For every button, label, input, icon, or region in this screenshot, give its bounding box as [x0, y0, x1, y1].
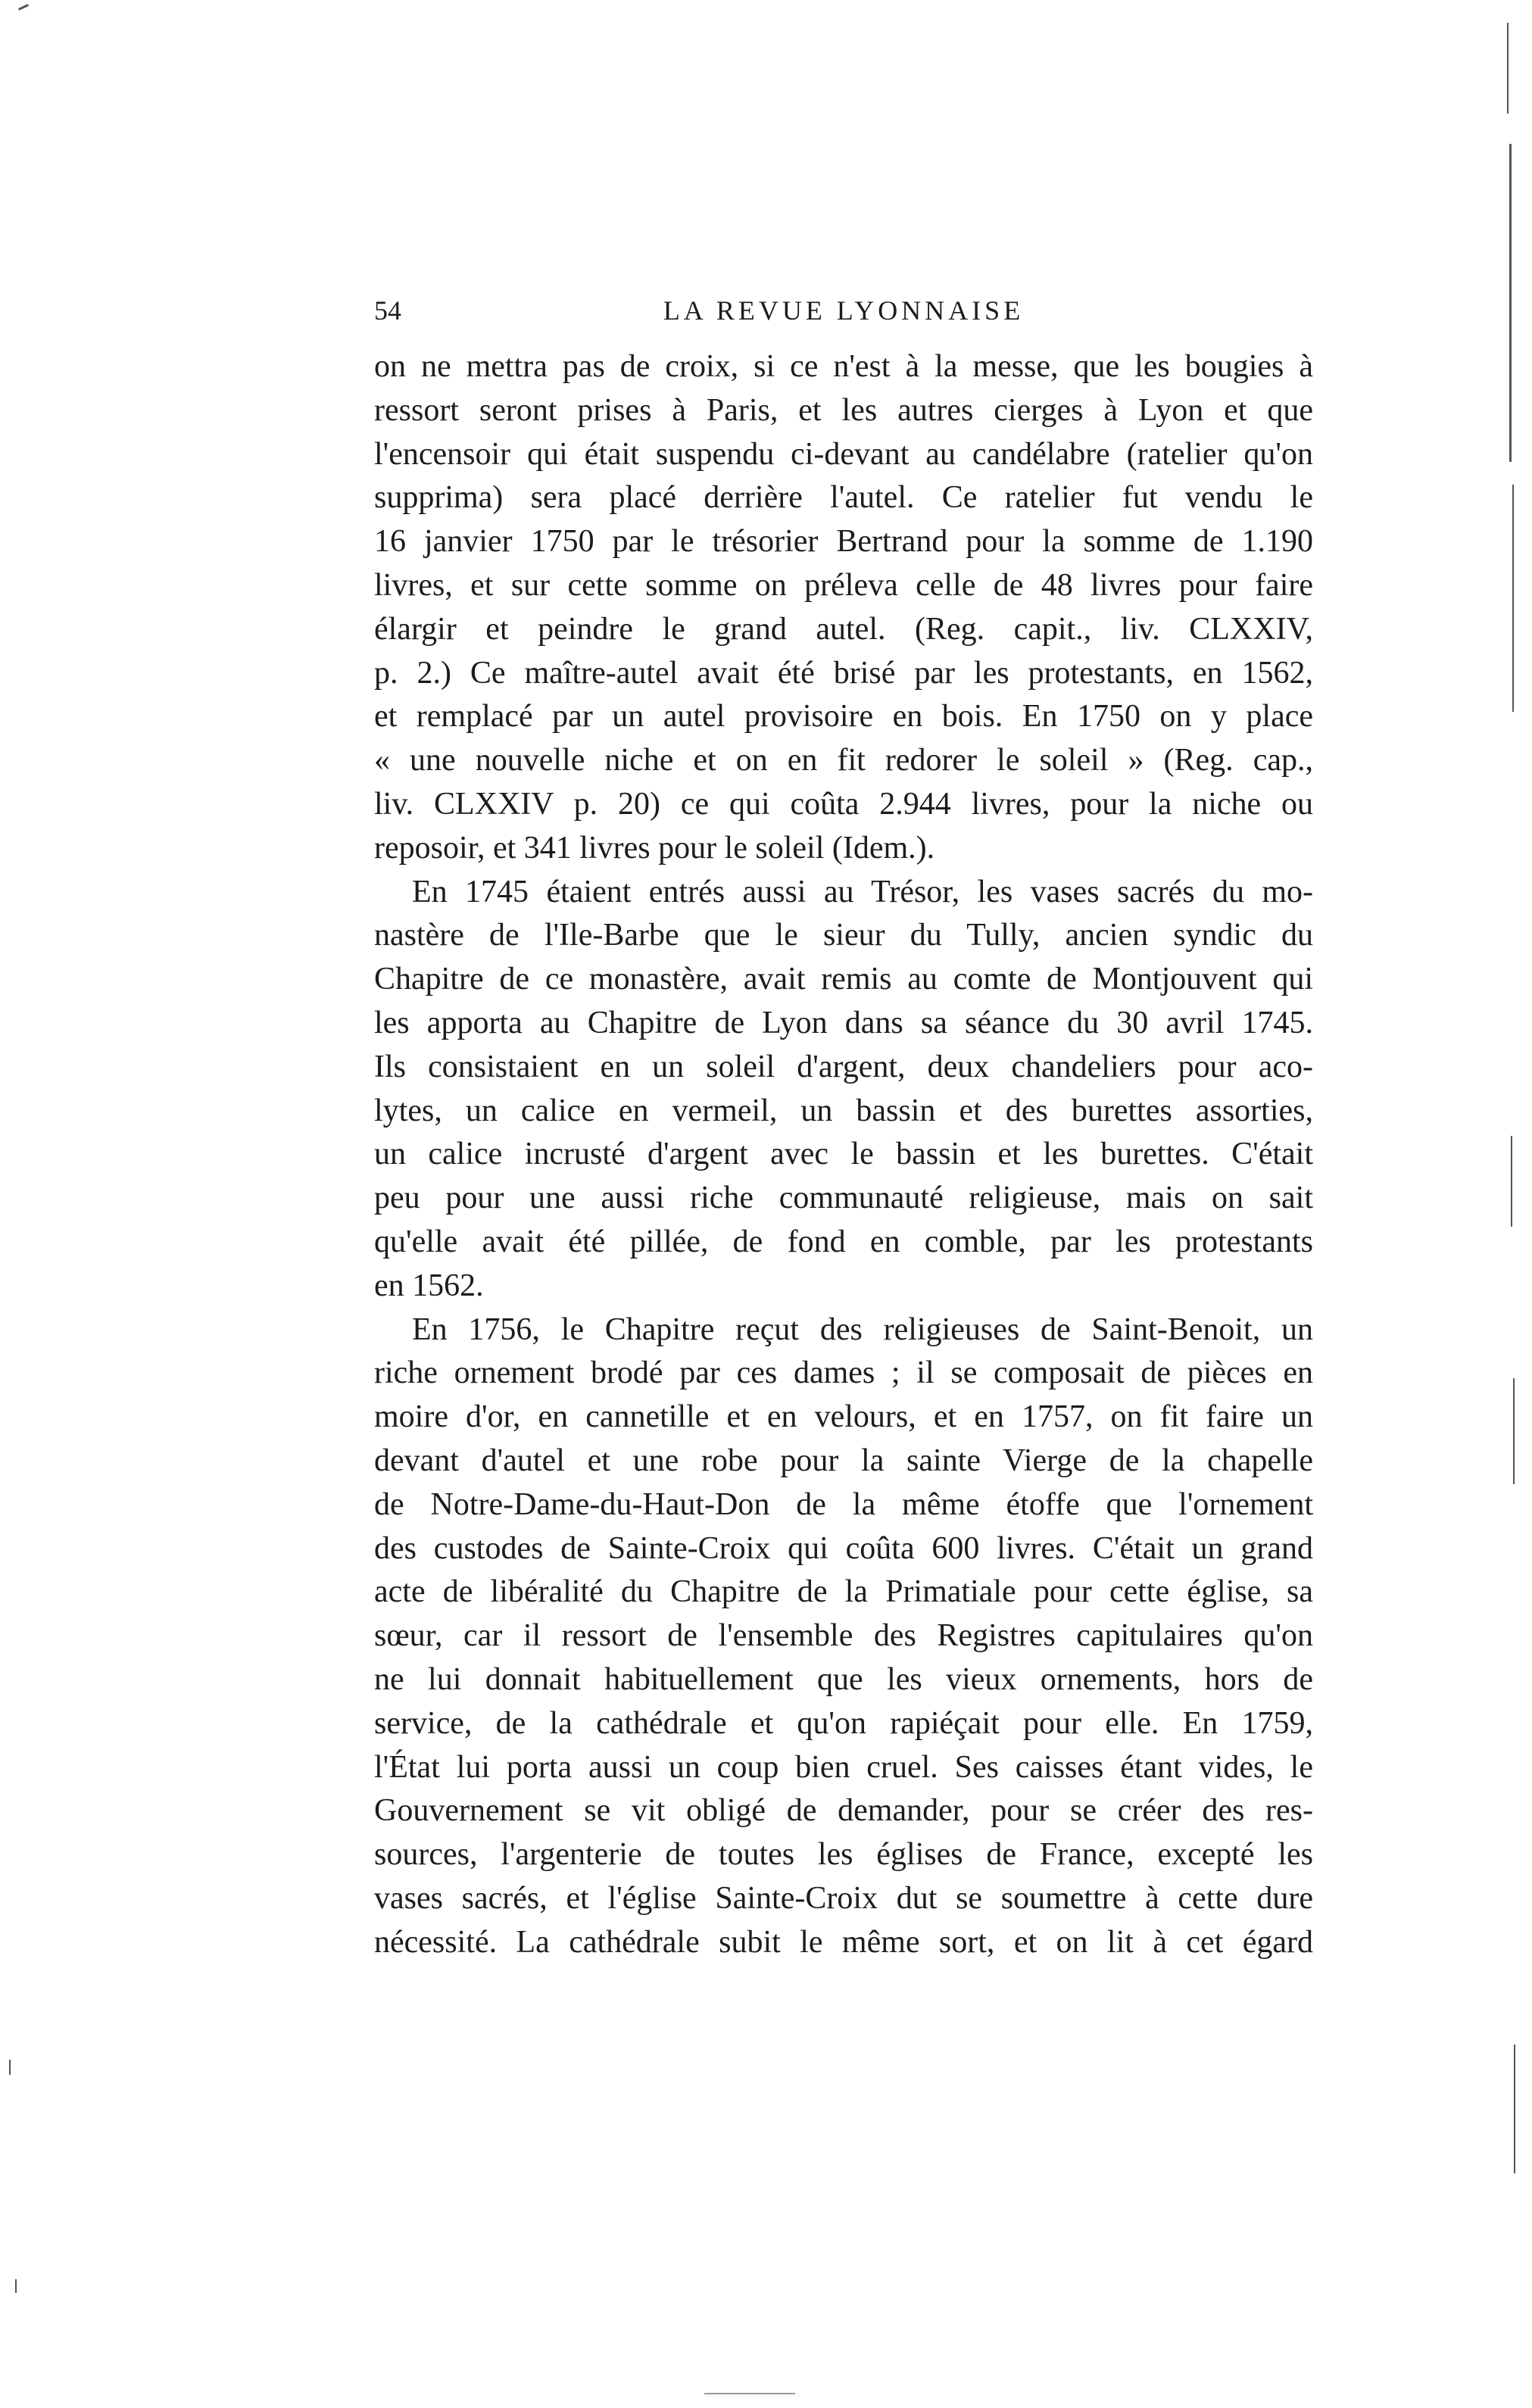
- text-line: qu'elle avait été pillée, de fond en comble, par les protestants: [374, 1224, 1313, 1259]
- scan-edge-mark: [1514, 2045, 1515, 2173]
- text-line: élargir et peindre le grand autel. (Reg. capit., liv. CLXXIV,: [374, 611, 1313, 647]
- text-line: un calice incrusté d'argent avec le bassin et les burettes. C'était: [374, 1137, 1313, 1172]
- text-line: En 1756, le Chapitre reçut des religieuses de Saint-Benoit, un: [412, 1312, 1313, 1347]
- scan-edge-mark: [1513, 1378, 1515, 1484]
- text-line: on ne mettra pas de croix, si ce n'est à la messe, que les bougies à: [374, 349, 1313, 384]
- text-line: et remplacé par un autel provisoire en bois. En 1750 on y place: [374, 699, 1313, 735]
- text-line: l'encensoir qui était suspendu ci-devant au candélabre (ratelier qu'on: [374, 436, 1313, 472]
- page-header: [374, 288, 1313, 333]
- page-number: 54: [374, 295, 401, 326]
- text-line: En 1745 étaient entrés aussi au Trésor, les vases sacrés du mo-: [412, 874, 1313, 909]
- scan-edge-mark: [15, 2279, 17, 2293]
- text-line: en 1562.: [374, 1268, 484, 1303]
- scan-edge-mark: [1507, 23, 1509, 114]
- scan-edge-mark: [1509, 144, 1512, 462]
- text-line: vases sacrés, et l'église Sainte-Croix dut se soumettre à cette dure: [374, 1880, 1313, 1916]
- scan-edge-mark: [704, 2393, 795, 2394]
- text-line: Ils consistaient en un soleil d'argent, deux chandeliers pour aco-: [374, 1049, 1313, 1084]
- paragraph-1: [374, 345, 1313, 827]
- text-line: 16 janvier 1750 par le trésorier Bertrand pour la somme de 1.190: [374, 524, 1313, 560]
- paragraph-3: [374, 1308, 1313, 1965]
- text-line: lytes, un calice en vermeil, un bassin et des burettes assorties,: [374, 1093, 1313, 1128]
- scan-edge-mark: [1512, 485, 1514, 712]
- text-line: ressort seront prises à Paris, et les autres cierges à Lyon et que: [374, 392, 1313, 428]
- text-line: devant d'autel et une robe pour la sainte Vierge de la chapelle: [374, 1443, 1313, 1478]
- paragraph-2-end: [374, 1265, 1313, 1308]
- text-line: « une nouvelle niche et on en fit redorer le soleil » (Reg. cap.,: [374, 743, 1313, 778]
- scan-edge-mark: [18, 4, 29, 11]
- text-line: liv. CLXXIV p. 20) ce qui coûta 2.944 livres, pour la niche ou: [374, 786, 1313, 822]
- text-line: riche ornement brodé par ces dames ; il se composait de pièces en: [374, 1355, 1313, 1391]
- paragraph-2: [374, 871, 1313, 1265]
- text-line: les apporta au Chapitre de Lyon dans sa séance du 30 avril 1745.: [374, 1005, 1313, 1040]
- text-line: ne lui donnait habituellement que les vieux ornements, hors de: [374, 1661, 1313, 1697]
- body-text: [374, 345, 1313, 1964]
- text-line: sœur, car il ressort de l'ensemble des Registres capitulaires qu'on: [374, 1618, 1313, 1654]
- text-line: de Notre-Dame-du-Haut-Don de la même étoffe que l'ornement: [374, 1486, 1313, 1522]
- text-line: nécessité. La cathédrale subit le même sort, et on lit à cet égard: [374, 1924, 1313, 1960]
- text-line: peu pour une aussi riche communauté religieuse, mais on sait: [374, 1181, 1313, 1216]
- text-line: p. 2.) Ce maître-autel avait été brisé par les protestants, en 1562,: [374, 655, 1313, 691]
- scan-edge-mark: [1511, 1136, 1512, 1227]
- text-line: supprima) sera placé derrière l'autel. Ce ratelier fut vendu le: [374, 480, 1313, 516]
- text-line: nastère de l'Ile-Barbe que le sieur du Tully, ancien syndic du: [374, 918, 1313, 953]
- text-line: sources, l'argenterie de toutes les églises de France, excepté les: [374, 1837, 1313, 1873]
- text-line: Gouvernement se vit obligé de demander, pour se créer des res-: [374, 1793, 1313, 1829]
- text-line: acte de libéralité du Chapitre de la Primatiale pour cette église, sa: [374, 1574, 1313, 1610]
- text-line: reposoir, et 341 livres pour le soleil (Idem.).: [374, 830, 935, 866]
- text-line: livres, et sur cette somme on préleva celle de 48 livres pour faire: [374, 567, 1313, 603]
- running-title: LA REVUE LYONNAISE: [663, 295, 1025, 326]
- text-line: moire d'or, en cannetille et en velours, et en 1757, on fit faire un: [374, 1399, 1313, 1435]
- paragraph-1-end: [374, 827, 1313, 871]
- text-line: Chapitre de ce monastère, avait remis au comte de Montjouvent qui: [374, 962, 1313, 997]
- text-line: l'État lui porta aussi un coup bien cruel. Ses caisses étant vides, le: [374, 1749, 1313, 1785]
- text-line: des custodes de Sainte-Croix qui coûta 600 livres. C'était un grand: [374, 1530, 1313, 1566]
- text-line: service, de la cathédrale et qu'on rapiéçait pour elle. En 1759,: [374, 1705, 1313, 1741]
- scan-edge-mark: [9, 2060, 11, 2075]
